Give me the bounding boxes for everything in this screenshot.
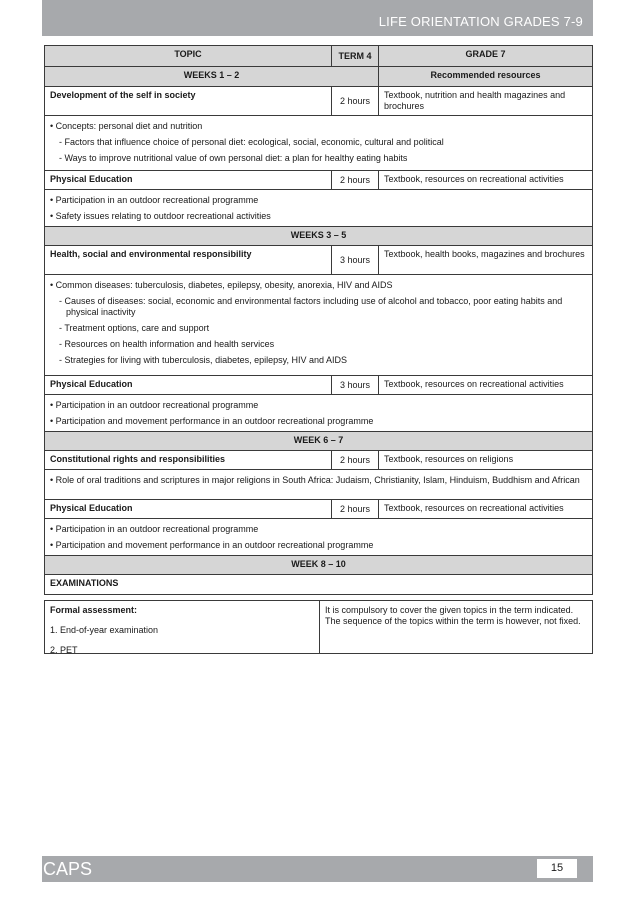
topic-hours: 2 hours — [332, 451, 379, 469]
topic-resources: Textbook, resources on religions — [384, 454, 514, 464]
list-item: • Participation in an outdoor recreational programme — [50, 400, 259, 410]
list-item: - Resources on health information and health services — [59, 339, 275, 349]
topic-hours: 3 hours — [332, 376, 379, 394]
topic-resources: Textbook, resources on recreational activities — [384, 174, 564, 184]
topic-resources: Textbook, resources on recreational activities — [384, 503, 564, 513]
formal-assessment-cell — [45, 601, 320, 653]
topic-row — [45, 87, 592, 116]
list-item: - Factors that influence choice of personal diet: ecological, social, economic, cultural and political — [59, 137, 444, 147]
topic-title: Development of the self in society — [45, 87, 332, 115]
week-8-10-label: WEEK 8 – 10 — [45, 556, 592, 574]
topic-row — [45, 246, 592, 275]
week-6-7-row — [45, 432, 592, 451]
weeks-1-2-row — [45, 67, 592, 87]
topic-row — [45, 500, 592, 519]
topic-title: Health, social and environmental responsibility — [45, 246, 332, 274]
list-item: • Role of oral traditions and scriptures in major religions in South Africa: Judaism, Christianity, Islam, Hinduism, Buddhism and African — [50, 475, 580, 485]
document-title: LIFE ORIENTATION GRADES 7-9 — [378, 14, 583, 29]
topic-resources: Textbook, health books, magazines and brochures — [384, 249, 585, 259]
topic-title: Constitutional rights and responsibilities — [45, 451, 332, 469]
list-item: • Participation and movement performance in an outdoor recreational programme — [50, 540, 374, 550]
topic-hours: 3 hours — [332, 246, 379, 274]
topic-content-row — [45, 470, 592, 500]
assessment-item: 2. PET — [50, 645, 78, 655]
list-item: - Treatment options, care and support — [59, 323, 210, 333]
topic-row — [45, 171, 592, 190]
topic-content-list — [45, 470, 592, 499]
topic-hours: 2 hours — [332, 500, 379, 518]
topic-row — [45, 376, 592, 395]
grade-header: GRADE 7 — [379, 46, 592, 66]
examinations-label: EXAMINATIONS — [50, 578, 119, 588]
weeks-1-2-label: WEEKS 1 – 2 — [45, 67, 379, 86]
topic-resources: Textbook, nutrition and health magazines and brochures — [384, 90, 566, 111]
term-header: TERM 4 — [332, 46, 379, 66]
topic-hours: 2 hours — [332, 171, 379, 189]
list-item: • Participation in an outdoor recreational programme — [50, 195, 259, 205]
topic-header: TOPIC — [45, 46, 332, 66]
topic-content-row — [45, 116, 592, 171]
examinations-row — [45, 575, 592, 594]
list-item: - Causes of diseases: social, economic and environmental factors including use of alcohol and tobacco, poor eating habits and physical inactivity — [59, 296, 563, 317]
topic-content-list — [45, 275, 592, 375]
footer-band — [42, 856, 593, 882]
week-8-10-row — [45, 556, 592, 575]
formal-assessment-title: Formal assessment: — [50, 605, 138, 615]
topic-title: Physical Education — [45, 171, 332, 189]
assessment-table — [44, 600, 593, 654]
week-6-7-label: WEEK 6 – 7 — [45, 432, 592, 450]
topic-content-row — [45, 275, 592, 376]
topic-hours: 2 hours — [332, 87, 379, 115]
term-plan-table — [44, 45, 593, 595]
list-item: • Participation and movement performance in an outdoor recreational programme — [50, 416, 374, 426]
assessment-note: It is compulsory to cover the given topics in the term indicated. The sequence of the topics within the term is however, not fixed. — [325, 605, 581, 626]
topic-title: Physical Education — [45, 500, 332, 518]
header-band — [42, 0, 593, 36]
topic-content-list — [45, 519, 592, 555]
topic-resources: Textbook, resources on recreational activities — [384, 379, 564, 389]
topic-row — [45, 451, 592, 470]
weeks-3-5-row — [45, 227, 592, 246]
list-item: - Ways to improve nutritional value of own personal diet: a plan for healthy eating habits — [59, 153, 408, 163]
list-item: • Safety issues relating to outdoor recreational activities — [50, 211, 271, 221]
topic-content-row — [45, 190, 592, 227]
caps-label: CAPS — [43, 859, 93, 879]
topic-content-list — [45, 116, 592, 170]
topic-content-list — [45, 190, 592, 226]
list-item: • Concepts: personal diet and nutrition — [50, 121, 203, 131]
page-number: 15 — [537, 859, 577, 878]
list-item: - Strategies for living with tuberculosis, diabetes, epilepsy, HIV and AIDS — [59, 355, 347, 365]
table-head-row — [45, 46, 592, 67]
recommended-resources-header: Recommended resources — [379, 67, 592, 86]
topic-title: Physical Education — [45, 376, 332, 394]
topic-content-row — [45, 395, 592, 432]
list-item: • Common diseases: tuberculosis, diabetes, epilepsy, obesity, anorexia, HIV and AIDS — [50, 280, 393, 290]
topic-content-row — [45, 519, 592, 556]
assessment-item: 1. End-of-year examination — [50, 625, 159, 635]
list-item: • Participation in an outdoor recreational programme — [50, 524, 259, 534]
topic-content-list — [45, 395, 592, 431]
weeks-3-5-label: WEEKS 3 – 5 — [45, 227, 592, 245]
